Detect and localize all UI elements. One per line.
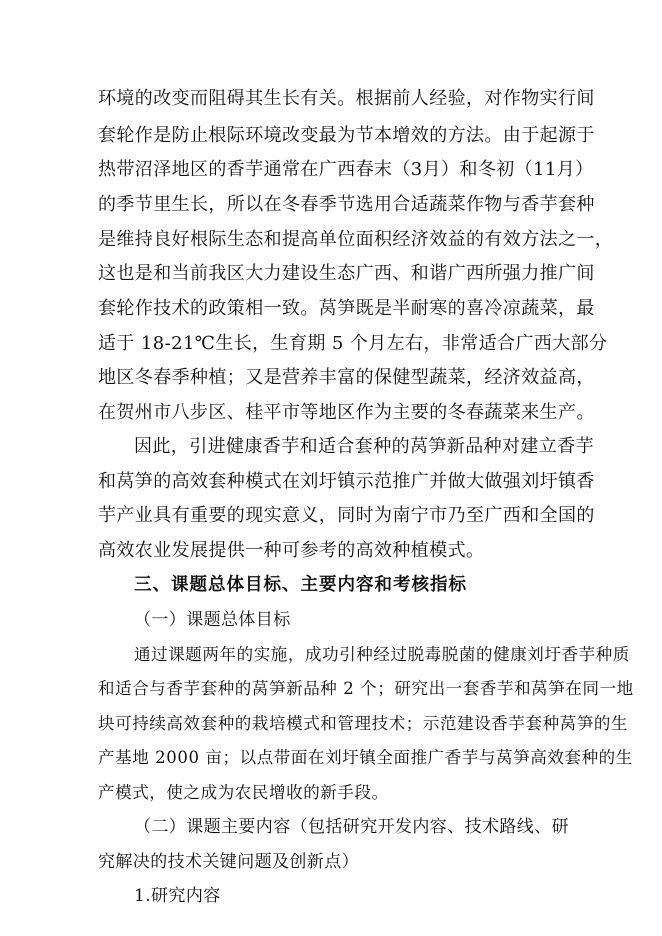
- paragraph-1-line-2: 套轮作是防止根际环境改变最为节本增效的方法。由于起源于: [98, 125, 595, 146]
- subsection-1-heading: （一）课题总体目标: [134, 610, 291, 630]
- paragraph-1-line-3: 热带沼泽地区的香芋通常在广西春末（3月）和冬初（11月）: [98, 159, 594, 180]
- paragraph-3-line-3: 块可持续高效套种的栽培模式和管理技术；示范建设香芋套种莴笋的生: [98, 714, 629, 733]
- paragraph-3-line-1: 通过课题两年的实施，成功引种经过脱毒脱菌的健康刘圩香芋种质: [134, 645, 630, 664]
- paragraph-1-line-4: 的季节里生长，所以在冬春季节选用合适蔬菜作物与香芋套种: [98, 194, 595, 215]
- paragraph-2-line-2: 和莴笋的高效套种模式在刘圩镇示范推广并做大做强刘圩镇香: [98, 471, 595, 492]
- subsection-2-heading-line-2: 究解决的技术关键问题及创新点）: [98, 852, 359, 872]
- paragraph-1-line-1: 环境的改变而阻碍其生长有关。根据前人经验，对作物实行间: [98, 88, 595, 109]
- paragraph-1-line-9: 地区冬春季种植；又是营养丰富的保健型蔬菜，经济效益高，: [98, 367, 595, 388]
- paragraph-1-line-6: 这也是和当前我区大力建设生态广西、和谐广西所强力推广间: [98, 263, 595, 284]
- paragraph-3-line-5: 产模式，使之成为农民增收的新手段。: [98, 783, 389, 802]
- subsection-2-heading-line-1: （二）课题主要内容（包括研究开发内容、技术路线、研: [134, 817, 569, 837]
- paragraph-3-line-2: 和适合与香芋套种的莴笋新品种 2 个；研究出一套香芋和莴笋在同一地: [98, 679, 634, 698]
- section-3-heading: 三、课题总体目标、主要内容和考核指标: [134, 575, 467, 595]
- paragraph-1-line-10: 在贺州市八步区、桂平市等地区作为主要的冬春蔬菜来生产。: [98, 402, 595, 423]
- paragraph-2-line-4: 高效农业发展提供一种可参考的高效种植模式。: [98, 540, 485, 561]
- paragraph-1-line-8: 适于 18-21℃生长，生育期 5 个月左右，非常适合广西大部分: [98, 333, 608, 354]
- paragraph-2-line-3: 芋产业具有重要的现实意义，同时为南宁市乃至广西和全国的: [98, 505, 595, 526]
- paragraph-1-line-7: 套轮作技术的政策相一致。莴笋既是半耐寒的喜冷凉蔬菜，最: [98, 298, 595, 319]
- paragraph-3-line-4: 产基地 2000 亩；以点带面在刘圩镇全面推广香芋与莴笋高效套种的生: [98, 748, 633, 767]
- paragraph-1-line-5: 是维持良好根际生态和提高单位面积经济效益的有效方法之一，: [98, 229, 614, 250]
- paragraph-2-line-1: 因此，引进健康香芋和适合套种的莴笋新品种对建立香芋: [134, 436, 594, 457]
- item-1-heading: 1.研究内容: [134, 886, 221, 906]
